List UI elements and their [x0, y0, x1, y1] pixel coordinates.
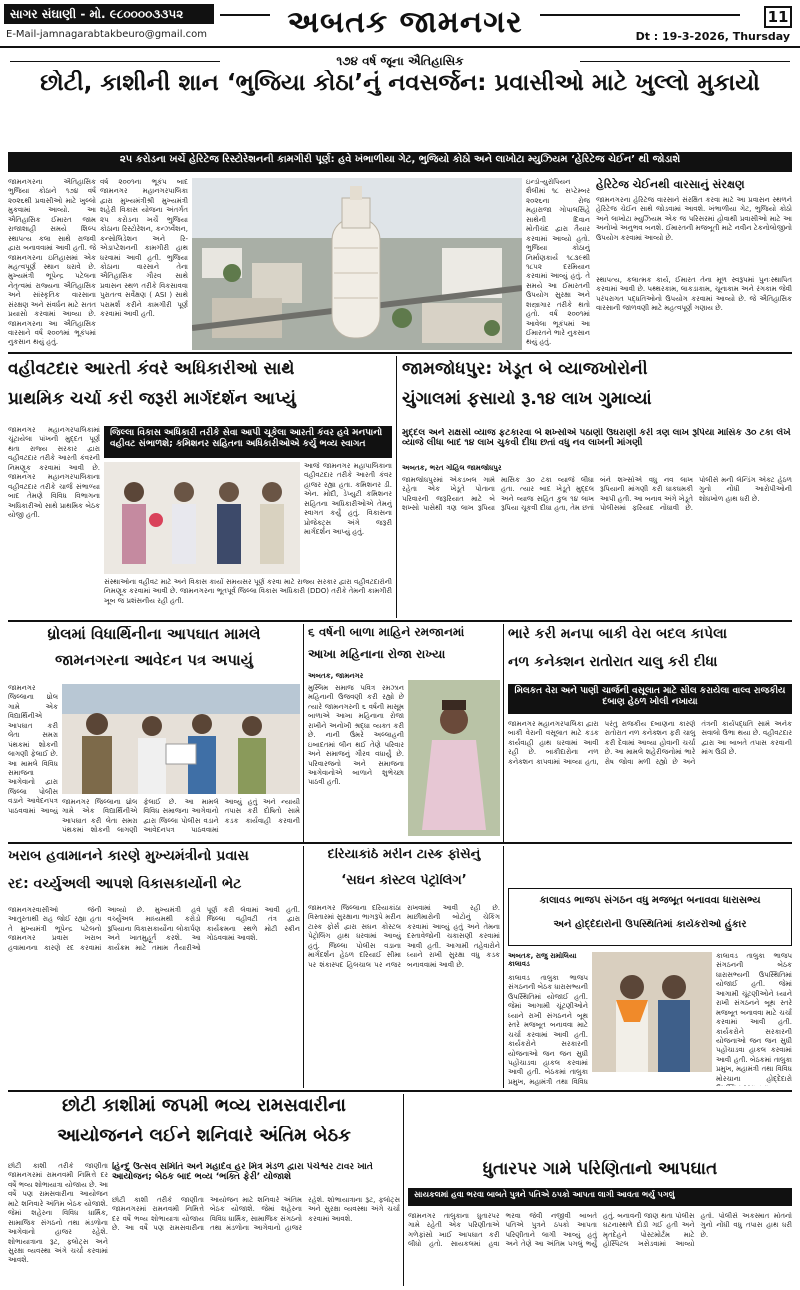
- column-divider: [303, 624, 304, 842]
- bjp-headline-box: [508, 888, 792, 946]
- farmer-body: જામજોધપુરમાં એકડબલ ગામે રહેતા એક ખેડૂતે પોતાના પરિવારની જરૂરિયાત માટે બે શખ્સો પાસેથી ત્રણ લાખ રૂપિયા માસિક ૩૦ ટકા વ્યાજે લીધા હતા. ત્યાર બાદ ખેડૂતે મુદ્દલ અને વ્યાજ સહિત કુલ ૧૪ લાખ રૂપિયા ચૂકવી દીધા હતા, તેમ છતાં બંને શખ્સોએ વધુ નવ લાખ રૂપિયાની માંગણી કરી ધાકધમકી આપી હતી. આ બનાવ અંગે ખેડૂતે પોલીસમાં ફરિયાદ નોંધાવી છે. પોલીસે મની લેન્ડિંગ એક્ટ હેઠળ ગુનો નોંધી આરોપીઓની શોધખોળ હાથ ધરી છે.: [402, 476, 792, 513]
- masthead: [0, 0, 800, 48]
- girl-photo: [408, 680, 500, 836]
- lead-side-body: જામનગરના હેરિટેજ વારસાને સંરક્ષિત કરવા માટે આ પ્રવાસન સ્થળને હેરિટેજ ચેઈન સાથે જોડવામાં આવશે. ખંભાળીયા ગેટ, ભુજિયો કોઠો અને લાખોટા મ્યુઝિયમ એક જ પરિસરમાં હોવાથી પ્રવાસીઓ માટે આ અનોખો અનુભવ બનશે. ઈમારતની મજબૂતી માટે નવીન ટેકનોલોજીનો ઉપયોગ કરવામાં આવ્યો છે.: [596, 196, 792, 242]
- city-aerial-illustration: [192, 178, 522, 350]
- section-divider: [8, 842, 792, 844]
- newspaper-title: અબતક જામનગર: [287, 5, 523, 40]
- ramnavami-subhead: હિન્દુ ઉત્સવ સમિતિ અને મહાદેવ હર મિત્ર મંડળ દ્વારા પંચેશ્વર ટાવર ખાતે આયોજન; બેઠક બાદ ભવ્ય ‘ભક્તિ ફેરી’ યોજાશે: [112, 1162, 373, 1183]
- farmer-headline-line1: જામજોધપુર: ખેડૂત બે વ્યાજખોરોની: [402, 360, 648, 379]
- ramnavami-headline-line2: આયોજનને લઈને શનિવારે અંતિમ બેઠક: [57, 1126, 351, 1146]
- petition-headline-line2: જામનગરના આવેદન પત્ર અપાયું: [55, 652, 253, 669]
- section-divider: [8, 352, 792, 354]
- bjp-body: કાલાવડ તાલુકા ભાજપ સંગઠનની બેઠક ધારાસભ્યની ઉપસ્થિતિમાં યોજાઈ હતી. જેમાં આગામી ચૂંટણીઓને ધ્યાને રાખી સંગઠનને બૂથ સ્તરે મજબૂત બનાવવા માટે ચર્ચા કરવામાં આવી હતી. કાર્યકરોને સરકારની યોજનાઓ જન જન સુધી પહોંચાડવા હાકલ કરવામાં આવી હતી. બેઠકમાં તાલુકા પ્રમુખ, મહામંત્રી તથા વિવિધ: [508, 974, 588, 1086]
- heritage-tower-photo: [192, 178, 522, 350]
- officer-meeting-photo: [104, 462, 300, 574]
- water-headline-line2: નળ કનેક્શન રાતોરાત ચાલુ કરી દીધા: [508, 654, 718, 670]
- farmer-summary: મુદ્દલ અને રાક્ષસી વ્યાજ ફટકારવા બે શખ્સોએ પઠાણી ઉઘરાણી કરી ત્રણ લાખ રૂપિયા માસિક ૩૦ ટકા લેખે વ્યાજે લીધા બાદ ૧૪ લાખ ચુકવી દીધા છતાં વધુ નવ લાખની માંગણી: [402, 428, 791, 449]
- marine-headline-line2: ‘સઘન કોસ્ટલ પેટ્રોલિંગ’: [341, 874, 467, 888]
- officer-caption-band: જિલ્લા વિકાસ અધિકારી તરીકે સેવા આપી ચૂકેલા આરતી કંવર હવે મનપાનો વહીવટ સંભાળશે; કમિશનર સહિતના અધિકારીઓએ કર્યુ ભવ્ય સ્વાગત: [104, 426, 392, 458]
- roza-headline-line1: ૬ વર્ષની બાળા માહિને રમજાનમાં: [308, 626, 465, 639]
- petition-body-cont: જામનગર જિલ્લાના ધ્રોલ ગામે એક વિદ્યાર્થિનીએ આપઘાત કરી લેતા સમગ્ર પંથકમાં શોકની લાગણી ફેલાઈ છે. આ મામલે વિવિધ સમાજના આગેવાનો દ્વારા જિલ્લા પોલીસ વડાને આવેદનપત્ર પાઠવવામાં આવ્યું હતું અને ન્યાયી તપાસ કરી દોષિતો સામે કડક કાર્યવાહી કરવાની: [62, 798, 300, 835]
- bjp-headline-line1: કાલાવડ ભાજપ સંગઠન વધુ મજબૂત બનાવવા ધારાસભ્ય: [539, 895, 761, 906]
- water-body: જામનગર મહાનગરપાલિકા દ્વારા બાકી વેરાની વસૂલાત માટે કડક કાર્યવાહી હાથ ધરવામાં આવી રહી છે. બાકીદારોના નળ કનેક્શન કાપવામાં આવ્યા હતા, પરંતુ રાજકીય દબાણના કારણે રાતોરાત નળ કનેક્શન ફરી ચાલુ કરી દેવામાં આવ્યા હોવાની ચર્ચા છે. આ મામલે શહેરીજનોમાં ભારે રોષ જોવા મળી રહ્યો છે અને તંત્રની કાર્યપદ્ધતિ સામે અનેક સવાલો ઉભા થયા છે. વહીવટદાર દ્વારા આ બાબતે તપાસ કરવાની માંગ ઉઠી છે.: [508, 720, 792, 766]
- column-divider: [503, 846, 504, 1088]
- section-divider: [8, 620, 792, 622]
- girl-illustration: [408, 680, 500, 836]
- crowd-illustration: [62, 684, 300, 794]
- page-number: 11: [764, 6, 792, 28]
- lead-headline: છોટી, કાશીની શાન ‘ભુજિયા કોઠા’નું નવસર્જન: પ્રવાસીઓ માટે ખુલ્લો મુકાયો: [40, 70, 760, 96]
- section-divider: [8, 1090, 792, 1092]
- ramnavami-body: છોટી કાશી તરીકે જાણીતા જામનગરમાં રામનવમી નિમિત્તે દર વર્ષે ભવ્ય શોભાયાત્રા યોજાય છે. આ વર્ષે પણ રામસવારીના આયોજન માટે શનિવારે અંતિમ બેઠક યોજાશે. જેમાં શહેરના વિવિધ ધાર્મિક, સામાજિક સંગઠનો તથા મંડળોના આગેવાનો હાજર રહેશે. શોભાયાત્રાના રૂટ, ફ્લોટ્સ અને સુરક્ષા વ્યવસ્થા અંગે ચર્ચા કરવામાં આવશે.: [8, 1162, 108, 1265]
- bjp-body-cont: કાલાવડ તાલુકા ભાજપ સંગઠનની બેઠક ધારાસભ્યની ઉપસ્થિતિમાં યોજાઈ હતી. જેમાં આગામી ચૂંટણીઓને ધ્યાને રાખી સંગઠનને બૂથ સ્તરે મજબૂત બનાવવા માટે ચર્ચા કરવામાં આવી હતી. કાર્યકરોને સરકારની યોજનાઓ જન જન સુધી પહોંચાડવા હાકલ કરવામાં આવી હતી. બેઠકમાં તાલુકા પ્રમુખ, મહામંત્રી તથા વિવિધ મોરચાના હોદ્દેદારો: [716, 952, 792, 1083]
- lead-body-left: જામનગરના ઐતિહાસિક ભુજિયા કોઠાને ૧૭૪ વર્ષ ૨૦૨૬થી પ્રવાસીઓ માટે ખુલ્લો મુકવામાં આવ્યો. આ ઐતિહાસિક ઈમારત જામ રાજાશાહી સમયે શિલ્પ સ્થાપત્ય કલા સાથે રાજવી દ્વારા બનાવવામાં આવી હતી. જે જામનગરના ઇતિહાસમાં એક મહત્વપૂર્ણ સ્થાન ધરાવે છે. મુખ્યમંત્રી ભૂપેન્દ્ર પટેલના નેતૃત્વમાં રાજ્યના ઐતિહાસિક અને સાંસ્કૃતિક વારસાના સંરક્ષણ અને સંવર્ધન માટે સતત પ્રયાસો કરવામાં આવ્યા છે. જામનગરના આ ઐતિહાસિક વારસાને વર્ષ ૨૦૦૧માં ભૂકંપમાં નુકસાન થયું હતું.: [8, 178, 96, 346]
- farmer-dateline: અબતક, ભરત ગોહિલ જામજોધપુર: [402, 464, 502, 472]
- petition-headline-line1: ધ્રોલમાં વિધાર્થિનીના આપઘાત મામલે: [47, 626, 261, 643]
- column-divider: [303, 846, 304, 1088]
- masthead-rule: [220, 14, 270, 16]
- bjp-dateline: અબતક, રાજુ રામોલિયા કાલાવડ: [508, 952, 577, 969]
- lead-kicker: ૧૭૪ વર્ષ જૂના ઐતિહાસિક: [336, 54, 464, 68]
- leaders-illustration: [592, 952, 712, 1072]
- bjp-headline-line2: અને હોદ્દેદારોની ઉપસ્થિતિમાં કાર્યકરોઓ હુંકાર: [553, 919, 747, 930]
- suicide-body: જામનગર તાલુકાના ધુતારપર ગામે રહેતી એક પરિણીતાએ ગળેફાંસો ખાઈ આપઘાત કરી લીધો હતો. સાયકલમાં હવા ભરવા જેવી નજીવી બાબતે પતિએ પુત્રને ઠપકો આપતા પરિણીતાને લાગી આવ્યું હતું અને તેણે આ અંતિમ પગલું ભર્યું હતું. બનાવની જાણ થતા પોલીસ ઘટનાસ્થળે દોડી ગઈ હતી અને મૃતદેહને પોસ્ટમોર્ટમ માટે હોસ્પિટલ ખસેડવામાં આવ્યો હતો. પોલીસે અકસ્માત મોતનો ગુનો નોંધી વધુ તપાસ હાથ ધરી છે.: [408, 1212, 792, 1249]
- people-illustration: [104, 462, 300, 574]
- bjp-photo: [592, 952, 712, 1072]
- reporter-phone-bar: સાગર સંઘાણી - મો. ૯૮૦૦૦૦૩૩૫૨: [4, 4, 214, 24]
- petition-body: જામનગર જિલ્લાના ધ્રોલ ગામે એક વિદ્યાર્થિનીએ આપઘાત કરી લેતા સમગ્ર પંથકમાં શોકની લાગણી ફેલાઈ છે. આ મામલે વિવિધ સમાજના આગેવાનો દ્વારા જિલ્લા પોલીસ વડાને આવેદનપત્ર પાઠવવામાં આવ્યું: [8, 684, 58, 814]
- officer-headline-line2: પ્રાથમિક ચર્ચા કરી જરૂરી માર્ગદર્શન આપ્યું: [8, 390, 296, 409]
- officer-body-bottom: સંસ્થાઓના વહીવટ માટે અને વિકાસ કાર્યો સમયસર પૂર્ણ કરવા માટે રાજ્ય સરકાર દ્વારા વહીવટદારોની નિમણૂક કરવામાં આવી છે. જામનગરના ભૂતપૂર્વ જિલ્લા વિકાસ અધિકારી (DDO) તરીકે તેમની કામગીરી ખૂબ જ પ્રશંસનીય રહી હતી.: [104, 578, 392, 605]
- marine-body: જામનગર જિલ્લાના દરિયાકાંઠા વિસ્તારમાં સુરક્ષાના ભાગરૂપે મરીન ટાસ્ક ફોર્સ દ્વારા સઘન કોસ્ટલ પેટ્રોલિંગ હાથ ધરવામાં આવ્યું હતું. જિલ્લા પોલીસ વડાના માર્ગદર્શન હેઠળ દરિયાઈ સીમા પર શંકાસ્પદ હિલચાલ પર નજર રાખવામાં આવી રહી છે. માછીમારોની બોટોનું ચેકિંગ કરવામાં આવ્યું હતું અને તેમના દસ્તાવેજોની ચકાસણી કરવામાં આવી હતી. આગામી તહેવારોને ધ્યાને રાખી સુરક્ષા વધુ કડક બનાવવામાં આવી છે.: [308, 904, 500, 969]
- officer-body-left: જામનગર મહાનગરપાલિકામાં ચૂંટાયેલા પાંખની મુદ્દત પૂર્ણ થતા રાજ્ય સરકાર દ્વારા વહીવટદાર તરીકે આરતી કંવરની નિમણૂક કરવામાં આવી છે. જામનગર મહાનગરપાલિકાના વહીવટદાર તરીકે ચાર્જ સંભાળ્યા બાદ તેમણે વિવિધ વિભાગના અધિકારીઓ સાથે પ્રાથમિક બેઠક યોજી હતી.: [8, 426, 100, 519]
- officer-headline-line1: વહીવટદાર આરતી કંવરે અધિકારીઓ સાથે: [8, 360, 295, 379]
- ramnavami-body-cont: છોટી કાશી તરીકે જાણીતા જામનગરમાં રામનવમી નિમિત્તે દર વર્ષે ભવ્ય શોભાયાત્રા યોજાય છે. આ વર્ષે પણ રામસવારીના આયોજન માટે શનિવારે અંતિમ બેઠક યોજાશે. જેમાં શહેરના વિવિધ ધાર્મિક, સામાજિક સંગઠનો તથા મંડળોના આગેવાનો હાજર રહેશે. શોભાયાત્રાના રૂટ, ફ્લોટ્સ અને સુરક્ષા વ્યવસ્થા અંગે ચર્ચા કરવામાં આવશે.: [112, 1196, 400, 1233]
- lead-side-title: હેરિટેજ ચેઈનથી વારસાનું સંરક્ષણ: [596, 178, 745, 191]
- column-divider: [403, 1094, 404, 1286]
- column-divider: [396, 356, 397, 618]
- suicide-headline: ધુતારપર ગામે પરિણિતાનો આપઘાત: [482, 1160, 718, 1179]
- cm-headline-line1: ખરાબ હવામાનને કારણે મુખ્યમંત્રીનો પ્રવાસ: [8, 848, 249, 864]
- water-headline-line1: ભારે કરી મનપા બાકી વેરા બદલ કાપેલા: [508, 626, 728, 642]
- roza-dateline: અબતક, જામનગર: [308, 672, 364, 680]
- suicide-band: સાયકલમાં હવા ભરવા બાબતે પુત્રને પતિએ ઠપકો આપતા લાગી આવતા ભર્યુ પગલું: [408, 1188, 792, 1206]
- lead-subhead: ૨૫ કરોડના ખર્ચે હેરિટેજ રિસ્ટોરેશનની કામગીરી પૂર્ણ: હવે ખંભાળીયા ગેટ, ભુજિયો કોઠો અને લાખોટા મ્યુઝિયમ ‘હેરિટેજ ચેઈન’ થી જોડાશે: [8, 152, 792, 172]
- farmer-headline-line2: ચુંગાલમાં ફસાયો રૂ.૧૪ લાખ ગુમાવ્યાં: [402, 390, 652, 409]
- ramnavami-headline-line1: છોટી કાશીમાં જપમી ભવ્ય રામસવારીના: [62, 1096, 346, 1116]
- roza-headline-line2: આખા મહિનાના રોજા રાખ્યા: [308, 648, 446, 661]
- officer-body-right: આજે જામનગર મહાપાલિકાના વહીવટદાર તરીકે આરતી કંવર હાજર રહ્યા હતા. કમિશનર ડી. એન. મોદી, ડેપ્યુટી કમિશનર સહિતના અધિકારીઓએ તેમનું સ્વાગત કર્યું હતું. વિકાસના પ્રોજેક્ટ્સ અંગે જરૂરી માર્ગદર્શન આપ્યું હતું.: [304, 462, 392, 537]
- divider: [580, 61, 790, 62]
- lead-body-right: ઇન્ડો-યુરોપિયન શૈલીમાં ૧૮ સપ્ટેમ્બર ૨૦૨૬ના રોજ મહારાજા ગોપાલસિંહે સાથેની દિવાન મોતીચંદ દ્વારા તૈયાર કરવામાં આવ્યો હતો. ભુજિયા કોઠાનું નિર્માણકાર્ય ૧૮૩૯થી ૧૮૫૨ દરમિયાન કરવામાં આવ્યું હતું. તે સમયે આ ઈમારતની ઉપયોગ સુરક્ષા અને શસ્ત્રાગાર તરીકે થતો હતો. વર્ષ ૨૦૦૧માં આવેલા ભૂકંપમાં આ ઈમારતને ભારે નુકસાન થયું હતું.: [526, 178, 590, 346]
- petition-photo: [62, 684, 300, 794]
- roza-body: મુસ્લિમ સમાજ પવિત્ર રમઝાન મહિનાની ઉજવણી કરી રહ્યો છે ત્યારે જામનગરની ૬ વર્ષની માસૂમ બાળાએ આખા મહિનાના રોજા રાખીને અનોખી શ્રદ્ધા વ્યક્ત કરી છે. નાની ઉંમરે અલ્લાહની ઇબાદતમાં લીન થઈ તેણે પરિવાર અને સમાજનું ગૌરવ વધાર્યું છે. પરિવારજનો અને સમાજના આગેવાનોએ બાળાને શુભેચ્છા પાઠવી હતી.: [308, 684, 404, 787]
- reporter-email: E-Mail-jamnagarabtakbeuro@gmail.com: [6, 29, 208, 40]
- divider: [10, 61, 220, 62]
- lead-side-body: સ્થાપત્ય, કલાત્મક કાર્ય, ઈમારત તેના મૂળ સ્વરૂપમાં પુનઃસ્થાપિત કરવામાં આવી છે. પથ્થરકામ, લાકડાકામ, ચૂનાકામ અને રંગકામ જેવી પરંપરાગત પદ્ધતિઓનો ઉપયોગ કરવામાં આવ્યો છે. જે ઐતિહાસિક વારસાની જાળવણી માટે મહત્વપૂર્ણ ગણાય છે.: [596, 276, 792, 313]
- column-divider: [503, 624, 504, 842]
- cm-headline-line2: રદ: વર્ચ્યુઅલી આપશે વિકાસકાર્યોની ભેટ: [8, 876, 242, 892]
- masthead-rule: [540, 14, 740, 16]
- lead-body-mid: વર્ષ ૨૦૦૧ના ભૂકંપ બાદ જામનગર મહાનગરપાલિકા દ્વારા મુખ્યમંત્રીશ્રી મુખ્યમંત્રી શહેરી વિકાસ યોજના અંતર્ગત ૨૫ કરોડના ખર્ચે ભુજિયા કોઠાના રિસ્ટોરેશન, કન્ઝર્વેશન, કન્સોલિડેશન અને રિ-એડાપ્ટેશનની કામગીરી હાથ ધરવામાં આવી હતી. ભુજિયા કોઠાના વારસાને તેના ઐતિહાસિક ગૌરવ સાથે પ્રવાસન સ્થળ તરીકે વિકસાવવા પુરાતત્વ સર્વેક્ષણ ( ASI ) સાથે પરામર્શ કરીને કામગીરી પૂર્ણ કરવામાં આવી હતી.: [100, 178, 188, 319]
- marine-headline-line1: દરિયાકાંઠે મરીન ટાસ્ક ફોર્સનું: [327, 848, 481, 862]
- issue-date: Dt : 19-3-2026, Thursday: [635, 30, 790, 43]
- water-band: મિલકત વેરા અને પાણી ચાર્જની વસૂલાત માટે સીલ કરાયેલા વાલ્વ રાજકીય દબાણ હેઠળ ખોલી નખાયા: [508, 684, 792, 714]
- cm-body: જામનગરવાસીઓ જેની આતુરતાથી રાહ જોઈ રહ્યા હતા તે મુખ્યમંત્રી ભૂપેન્દ્ર પટેલનો જામનગર પ્રવાસ ખરાબ હવામાનના કારણે રદ કરવામાં આવ્યો છે. મુખ્યમંત્રી હવે વર્ચ્યુઅલ માધ્યમથી કરોડો રૂપિયાના વિકાસકાર્યોના લોકાર્પણ અને ખાતમુહૂર્ત કરશે. આ કાર્યક્રમ માટે તમામ તૈયારીઓ પૂર્ણ કરી લેવામાં આવી હતી. જિલ્લા વહીવટી તંત્ર દ્વારા કાર્યક્રમના સ્થળે મોટી સ્ક્રીન ગોઠવવામાં આવશે.: [8, 906, 300, 952]
